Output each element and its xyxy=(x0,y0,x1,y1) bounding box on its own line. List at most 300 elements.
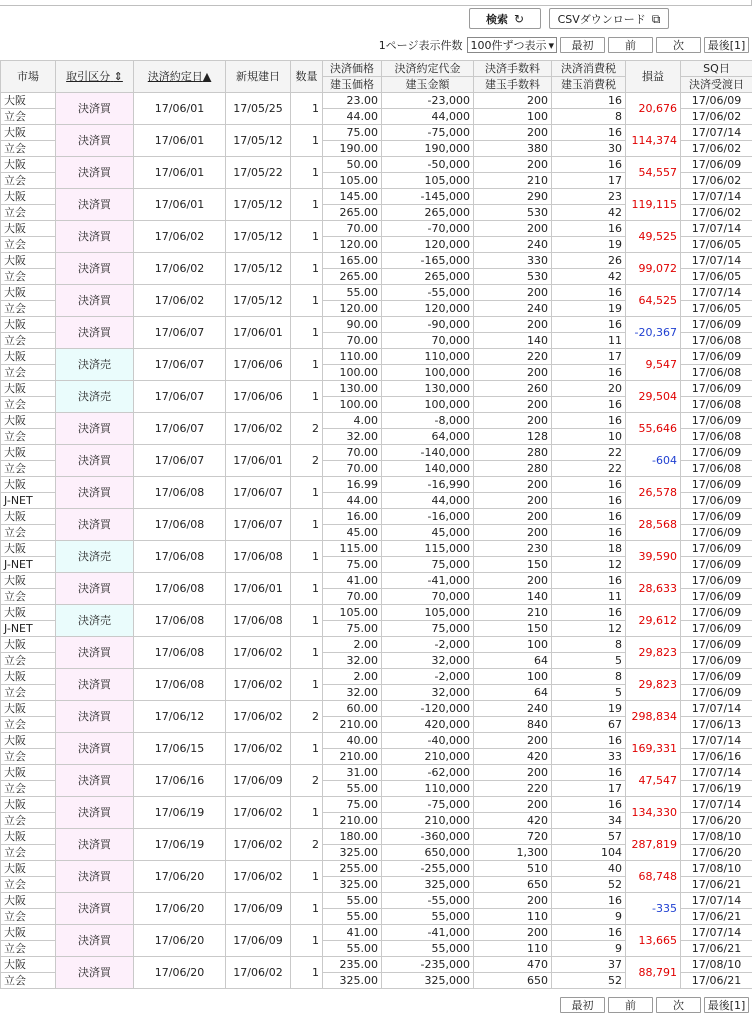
cell-close-amount: -255,000 xyxy=(382,861,474,877)
cell-close-tax: 57 xyxy=(552,829,626,845)
cell-close-amount: -145,000 xyxy=(382,189,474,205)
cell-contract-date: 17/06/07 xyxy=(134,413,226,445)
cell-qty: 1 xyxy=(291,893,323,925)
cell-open-fee: 1,300 xyxy=(474,845,552,861)
sort-icon: ⇕ xyxy=(113,69,123,83)
cell-open-tax: 8 xyxy=(552,109,626,125)
cell-close-amount: -165,000 xyxy=(382,253,474,269)
cell-settle-date: 17/06/02 xyxy=(681,173,752,189)
top-input-field[interactable] xyxy=(0,0,752,6)
sort-asc-icon: ▲ xyxy=(202,69,212,83)
cell-open-price: 190.00 xyxy=(323,141,382,157)
cell-close-price: 105.00 xyxy=(323,605,382,621)
cell-close-fee: 230 xyxy=(474,541,552,557)
col-tax-top: 決済消費税 xyxy=(552,61,626,77)
cell-open-fee: 110 xyxy=(474,941,552,957)
cell-trade-type: 決済売 xyxy=(56,605,134,637)
cell-close-fee: 200 xyxy=(474,125,552,141)
cell-close-amount: -140,000 xyxy=(382,445,474,461)
cell-open-fee: 200 xyxy=(474,525,552,541)
cell-market-session: 立会 xyxy=(1,365,56,381)
cell-close-tax: 16 xyxy=(552,413,626,429)
cell-qty: 1 xyxy=(291,285,323,317)
cell-open-date: 17/06/02 xyxy=(226,957,291,989)
cell-market-exchange: 大阪 xyxy=(1,765,56,781)
cell-pnl: 29,823 xyxy=(626,669,681,701)
cell-qty: 1 xyxy=(291,861,323,893)
table-row xyxy=(1,925,752,941)
cell-sq-date: 17/06/09 xyxy=(681,317,752,333)
table-row xyxy=(1,573,752,589)
cell-pnl: 169,331 xyxy=(626,733,681,765)
cell-open-price: 32.00 xyxy=(323,653,382,669)
cell-qty: 1 xyxy=(291,605,323,637)
cell-close-tax: 16 xyxy=(552,317,626,333)
cell-qty: 1 xyxy=(291,669,323,701)
pager-last-button[interactable]: 最後[1] xyxy=(704,997,749,1013)
cell-market-session: 立会 xyxy=(1,685,56,701)
cell-close-fee: 220 xyxy=(474,349,552,365)
cell-pnl: 49,525 xyxy=(626,221,681,253)
cell-open-tax: 19 xyxy=(552,237,626,253)
cell-close-price: 115.00 xyxy=(323,541,382,557)
table-row xyxy=(1,893,752,909)
cell-open-tax: 17 xyxy=(552,781,626,797)
cell-open-fee: 840 xyxy=(474,717,552,733)
table-row xyxy=(1,541,752,557)
cell-close-amount: -90,000 xyxy=(382,317,474,333)
cell-open-price: 70.00 xyxy=(323,461,382,477)
cell-contract-date: 17/06/07 xyxy=(134,349,226,381)
cell-pnl: 114,374 xyxy=(626,125,681,157)
cell-trade-type: 決済買 xyxy=(56,317,134,349)
cell-open-price: 100.00 xyxy=(323,397,382,413)
table-row xyxy=(1,701,752,717)
cell-close-amount: -16,990 xyxy=(382,477,474,493)
cell-open-date: 17/05/22 xyxy=(226,157,291,189)
cell-close-tax: 16 xyxy=(552,509,626,525)
cell-close-fee: 510 xyxy=(474,861,552,877)
cell-close-price: 41.00 xyxy=(323,573,382,589)
cell-open-amount: 100,000 xyxy=(382,365,474,381)
cell-close-amount: -70,000 xyxy=(382,221,474,237)
cell-close-price: 145.00 xyxy=(323,189,382,205)
search-label: 検索 xyxy=(485,12,508,26)
cell-market-exchange: 大阪 xyxy=(1,637,56,653)
csv-download-button[interactable] xyxy=(549,8,669,29)
cell-close-amount: -2,000 xyxy=(382,637,474,653)
cell-close-amount: -16,000 xyxy=(382,509,474,525)
cell-market-session: 立会 xyxy=(1,397,56,413)
cell-open-fee: 140 xyxy=(474,589,552,605)
table-row xyxy=(1,285,752,301)
pager-first-button[interactable]: 最初 xyxy=(560,997,605,1013)
cell-sq-date: 17/06/09 xyxy=(681,413,752,429)
cell-contract-date: 17/06/02 xyxy=(134,285,226,317)
cell-close-fee: 200 xyxy=(474,925,552,941)
cell-close-tax: 19 xyxy=(552,701,626,717)
cell-close-fee: 720 xyxy=(474,829,552,845)
cell-open-fee: 220 xyxy=(474,781,552,797)
cell-settle-date: 17/06/13 xyxy=(681,717,752,733)
cell-market-exchange: 大阪 xyxy=(1,605,56,621)
cell-trade-type: 決済買 xyxy=(56,253,134,285)
cell-market-session: J-NET xyxy=(1,621,56,637)
cell-open-amount: 100,000 xyxy=(382,397,474,413)
cell-open-amount: 265,000 xyxy=(382,205,474,221)
cell-trade-type: 決済売 xyxy=(56,349,134,381)
cell-open-tax: 16 xyxy=(552,493,626,509)
chevron-down-icon: ▾ xyxy=(548,38,554,52)
cell-open-date: 17/06/09 xyxy=(226,893,291,925)
cell-market-session: 立会 xyxy=(1,845,56,861)
cell-sq-date: 17/06/09 xyxy=(681,509,752,525)
cell-close-amount: -55,000 xyxy=(382,893,474,909)
cell-qty: 1 xyxy=(291,797,323,829)
cell-market-exchange: 大阪 xyxy=(1,573,56,589)
cell-contract-date: 17/06/01 xyxy=(134,157,226,189)
cell-settle-date: 17/06/21 xyxy=(681,973,752,989)
cell-market-exchange: 大阪 xyxy=(1,93,56,109)
cell-qty: 1 xyxy=(291,637,323,669)
cell-settle-date: 17/06/21 xyxy=(681,941,752,957)
cell-open-price: 100.00 xyxy=(323,365,382,381)
cell-close-price: 2.00 xyxy=(323,637,382,653)
cell-close-amount: -40,000 xyxy=(382,733,474,749)
cell-market-session: 立会 xyxy=(1,653,56,669)
cell-qty: 2 xyxy=(291,413,323,445)
cell-contract-date: 17/06/08 xyxy=(134,605,226,637)
cell-close-fee: 200 xyxy=(474,893,552,909)
cell-close-fee: 200 xyxy=(474,733,552,749)
cell-open-price: 265.00 xyxy=(323,205,382,221)
cell-close-tax: 16 xyxy=(552,93,626,109)
cell-close-tax: 26 xyxy=(552,253,626,269)
cell-qty: 1 xyxy=(291,509,323,541)
cell-close-price: 70.00 xyxy=(323,445,382,461)
cell-market-exchange: 大阪 xyxy=(1,733,56,749)
cell-sq-date: 17/07/14 xyxy=(681,701,752,717)
cell-market-session: 立会 xyxy=(1,749,56,765)
cell-close-tax: 16 xyxy=(552,573,626,589)
table-row xyxy=(1,957,752,973)
cell-close-amount: 105,000 xyxy=(382,605,474,621)
cell-settle-date: 17/06/02 xyxy=(681,141,752,157)
cell-open-fee: 110 xyxy=(474,909,552,925)
col-tax-bottom: 建玉消費税 xyxy=(552,77,626,93)
col-amount-bottom: 建玉金額 xyxy=(382,77,474,93)
cell-open-fee: 140 xyxy=(474,333,552,349)
cell-open-amount: 325,000 xyxy=(382,973,474,989)
cell-pnl: 134,330 xyxy=(626,797,681,829)
cell-open-date: 17/05/12 xyxy=(226,253,291,285)
cell-open-tax: 67 xyxy=(552,717,626,733)
cell-market-exchange: 大阪 xyxy=(1,861,56,877)
cell-sq-date: 17/06/09 xyxy=(681,541,752,557)
cell-pnl: -604 xyxy=(626,445,681,477)
col-price-top: 決済価格 xyxy=(323,61,382,77)
cell-pnl: -20,367 xyxy=(626,317,681,349)
cell-market-session: 立会 xyxy=(1,525,56,541)
cell-close-fee: 200 xyxy=(474,413,552,429)
cell-open-amount: 210,000 xyxy=(382,813,474,829)
cell-market-exchange: 大阪 xyxy=(1,669,56,685)
cell-open-amount: 32,000 xyxy=(382,685,474,701)
cell-trade-type: 決済買 xyxy=(56,125,134,157)
cell-open-fee: 280 xyxy=(474,461,552,477)
cell-market-session: 立会 xyxy=(1,237,56,253)
cell-open-price: 265.00 xyxy=(323,269,382,285)
cell-market-session: 立会 xyxy=(1,877,56,893)
cell-close-amount: -75,000 xyxy=(382,797,474,813)
cell-market-session: 立会 xyxy=(1,301,56,317)
cell-pnl: 54,557 xyxy=(626,157,681,189)
cell-qty: 1 xyxy=(291,253,323,285)
cell-open-price: 70.00 xyxy=(323,589,382,605)
cell-sq-date: 17/07/14 xyxy=(681,925,752,941)
cell-close-price: 75.00 xyxy=(323,797,382,813)
cell-close-price: 75.00 xyxy=(323,125,382,141)
cell-market-session: 立会 xyxy=(1,173,56,189)
cell-open-date: 17/06/02 xyxy=(226,829,291,861)
cell-market-exchange: 大阪 xyxy=(1,349,56,365)
cell-pnl: 28,633 xyxy=(626,573,681,605)
cell-settle-date: 17/06/19 xyxy=(681,781,752,797)
cell-settle-date: 17/06/09 xyxy=(681,589,752,605)
cell-market-exchange: 大阪 xyxy=(1,125,56,141)
cell-trade-type: 決済売 xyxy=(56,381,134,413)
cell-open-tax: 33 xyxy=(552,749,626,765)
cell-market-exchange: 大阪 xyxy=(1,221,56,237)
cell-pnl: 64,525 xyxy=(626,285,681,317)
cell-market-session: J-NET xyxy=(1,493,56,509)
cell-sq-date: 17/06/09 xyxy=(681,637,752,653)
cell-open-price: 45.00 xyxy=(323,525,382,541)
cell-close-price: 41.00 xyxy=(323,925,382,941)
cell-market-exchange: 大阪 xyxy=(1,157,56,173)
cell-qty: 2 xyxy=(291,701,323,733)
table-row xyxy=(1,349,752,365)
col-price-bottom: 建玉価格 xyxy=(323,77,382,93)
cell-open-amount: 140,000 xyxy=(382,461,474,477)
cell-market-exchange: 大阪 xyxy=(1,253,56,269)
cell-open-price: 325.00 xyxy=(323,973,382,989)
cell-market-session: 立会 xyxy=(1,973,56,989)
cell-close-fee: 290 xyxy=(474,189,552,205)
pager-next-button[interactable]: 次 xyxy=(656,37,701,53)
cell-open-price: 55.00 xyxy=(323,781,382,797)
cell-sq-date: 17/06/09 xyxy=(681,477,752,493)
cell-open-price: 120.00 xyxy=(323,301,382,317)
cell-open-date: 17/06/02 xyxy=(226,861,291,893)
cell-close-fee: 470 xyxy=(474,957,552,973)
table-row xyxy=(1,797,752,813)
cell-sq-date: 17/07/14 xyxy=(681,189,752,205)
cell-trade-type: 決済買 xyxy=(56,509,134,541)
pager-prev-button[interactable]: 前 xyxy=(608,37,653,53)
cell-close-amount: -8,000 xyxy=(382,413,474,429)
cell-open-date: 17/06/09 xyxy=(226,765,291,797)
pager-first-button[interactable]: 最初 xyxy=(560,37,605,53)
cell-open-date: 17/05/12 xyxy=(226,189,291,221)
cell-open-fee: 200 xyxy=(474,365,552,381)
cell-market-exchange: 大阪 xyxy=(1,445,56,461)
cell-close-price: 16.00 xyxy=(323,509,382,525)
cell-open-amount: 120,000 xyxy=(382,301,474,317)
cell-close-price: 70.00 xyxy=(323,221,382,237)
cell-close-price: 4.00 xyxy=(323,413,382,429)
cell-sq-date: 17/06/09 xyxy=(681,381,752,397)
table-row xyxy=(1,221,752,237)
cell-open-price: 75.00 xyxy=(323,557,382,573)
cell-sq-date: 17/06/09 xyxy=(681,605,752,621)
cell-open-amount: 105,000 xyxy=(382,173,474,189)
cell-qty: 1 xyxy=(291,733,323,765)
pager-prev-button[interactable]: 前 xyxy=(608,997,653,1013)
cell-close-tax: 40 xyxy=(552,861,626,877)
cell-close-price: 165.00 xyxy=(323,253,382,269)
cell-contract-date: 17/06/07 xyxy=(134,381,226,413)
cell-pnl: -335 xyxy=(626,893,681,925)
cell-market-exchange: 大阪 xyxy=(1,797,56,813)
cell-contract-date: 17/06/02 xyxy=(134,221,226,253)
cell-open-price: 210.00 xyxy=(323,749,382,765)
per-page-label: 1ページ表示件数 xyxy=(378,39,463,52)
cell-market-session: 立会 xyxy=(1,909,56,925)
cell-open-amount: 70,000 xyxy=(382,589,474,605)
cell-market-exchange: 大阪 xyxy=(1,413,56,429)
cell-sq-date: 17/07/14 xyxy=(681,253,752,269)
cell-sq-date: 17/07/14 xyxy=(681,797,752,813)
cell-market-session: 立会 xyxy=(1,269,56,285)
cell-qty: 1 xyxy=(291,189,323,221)
cell-open-amount: 325,000 xyxy=(382,877,474,893)
cell-sq-date: 17/08/10 xyxy=(681,957,752,973)
cell-sq-date: 17/06/09 xyxy=(681,157,752,173)
cell-open-amount: 70,000 xyxy=(382,333,474,349)
cell-open-tax: 19 xyxy=(552,301,626,317)
cell-open-tax: 104 xyxy=(552,845,626,861)
pager-next-button[interactable]: 次 xyxy=(656,997,701,1013)
cell-open-price: 32.00 xyxy=(323,429,382,445)
cell-market-session: 立会 xyxy=(1,205,56,221)
col-contract-date[interactable]: 決済約定日▲ xyxy=(134,61,226,93)
cell-open-price: 44.00 xyxy=(323,493,382,509)
cell-close-tax: 16 xyxy=(552,221,626,237)
cell-market-session: 立会 xyxy=(1,813,56,829)
cell-close-fee: 200 xyxy=(474,573,552,589)
cell-close-amount: 110,000 xyxy=(382,349,474,365)
cell-trade-type: 決済買 xyxy=(56,957,134,989)
cell-open-fee: 240 xyxy=(474,301,552,317)
table-row xyxy=(1,509,752,525)
cell-open-date: 17/05/12 xyxy=(226,125,291,157)
search-button[interactable] xyxy=(469,8,541,29)
cell-settle-date: 17/06/09 xyxy=(681,653,752,669)
table-row xyxy=(1,253,752,269)
cell-market-exchange: 大阪 xyxy=(1,317,56,333)
cell-open-tax: 16 xyxy=(552,365,626,381)
cell-close-fee: 100 xyxy=(474,637,552,653)
cell-sq-date: 17/06/09 xyxy=(681,669,752,685)
cell-qty: 1 xyxy=(291,221,323,253)
cell-sq-date: 17/07/14 xyxy=(681,221,752,237)
table-row xyxy=(1,669,752,685)
cell-open-amount: 55,000 xyxy=(382,941,474,957)
refresh-icon: ↻ xyxy=(513,11,525,26)
cell-open-fee: 530 xyxy=(474,205,552,221)
cell-open-amount: 75,000 xyxy=(382,557,474,573)
cell-market-session: 立会 xyxy=(1,109,56,125)
col-trade-type[interactable]: 取引区分 ⇕ xyxy=(56,61,134,93)
cell-settle-date: 17/06/08 xyxy=(681,397,752,413)
cell-contract-date: 17/06/01 xyxy=(134,125,226,157)
cell-sq-date: 17/07/14 xyxy=(681,893,752,909)
cell-open-amount: 64,000 xyxy=(382,429,474,445)
cell-trade-type: 決済買 xyxy=(56,637,134,669)
cell-market-session: 立会 xyxy=(1,781,56,797)
cell-sq-date: 17/07/14 xyxy=(681,765,752,781)
cell-contract-date: 17/06/19 xyxy=(134,797,226,829)
cell-close-tax: 18 xyxy=(552,541,626,557)
cell-contract-date: 17/06/07 xyxy=(134,317,226,349)
cell-open-amount: 75,000 xyxy=(382,621,474,637)
cell-trade-type: 決済買 xyxy=(56,861,134,893)
per-page-select[interactable] xyxy=(467,37,557,53)
cell-settle-date: 17/06/09 xyxy=(681,525,752,541)
cell-close-price: 255.00 xyxy=(323,861,382,877)
col-sq-bottom: 決済受渡日 xyxy=(681,77,752,93)
cell-close-tax: 23 xyxy=(552,189,626,205)
cell-open-amount: 420,000 xyxy=(382,717,474,733)
cell-sq-date: 17/06/09 xyxy=(681,445,752,461)
cell-close-price: 110.00 xyxy=(323,349,382,365)
cell-market-session: 立会 xyxy=(1,333,56,349)
cell-settle-date: 17/06/08 xyxy=(681,333,752,349)
cell-trade-type: 決済買 xyxy=(56,733,134,765)
cell-open-tax: 52 xyxy=(552,877,626,893)
cell-trade-type: 決済買 xyxy=(56,797,134,829)
cell-close-price: 50.00 xyxy=(323,157,382,173)
cell-settle-date: 17/06/21 xyxy=(681,909,752,925)
cell-close-fee: 200 xyxy=(474,509,552,525)
cell-close-fee: 330 xyxy=(474,253,552,269)
cell-sq-date: 17/08/10 xyxy=(681,861,752,877)
cell-close-amount: -360,000 xyxy=(382,829,474,845)
copy-icon: ⧉ xyxy=(651,11,661,26)
cell-close-price: 23.00 xyxy=(323,93,382,109)
cell-open-tax: 9 xyxy=(552,909,626,925)
cell-close-fee: 200 xyxy=(474,157,552,173)
cell-close-amount: 115,000 xyxy=(382,541,474,557)
cell-close-fee: 280 xyxy=(474,445,552,461)
cell-contract-date: 17/06/08 xyxy=(134,541,226,573)
pager-last-button[interactable]: 最後[1] xyxy=(704,37,749,53)
cell-sq-date: 17/06/09 xyxy=(681,573,752,589)
cell-open-amount: 45,000 xyxy=(382,525,474,541)
table-row xyxy=(1,637,752,653)
cell-settle-date: 17/06/09 xyxy=(681,685,752,701)
cell-open-fee: 64 xyxy=(474,653,552,669)
cell-trade-type: 決済買 xyxy=(56,573,134,605)
cell-open-price: 325.00 xyxy=(323,877,382,893)
cell-settle-date: 17/06/02 xyxy=(681,205,752,221)
cell-qty: 2 xyxy=(291,445,323,477)
cell-open-date: 17/06/09 xyxy=(226,925,291,957)
cell-open-date: 17/06/01 xyxy=(226,573,291,605)
cell-pnl: 39,590 xyxy=(626,541,681,573)
cell-open-amount: 190,000 xyxy=(382,141,474,157)
